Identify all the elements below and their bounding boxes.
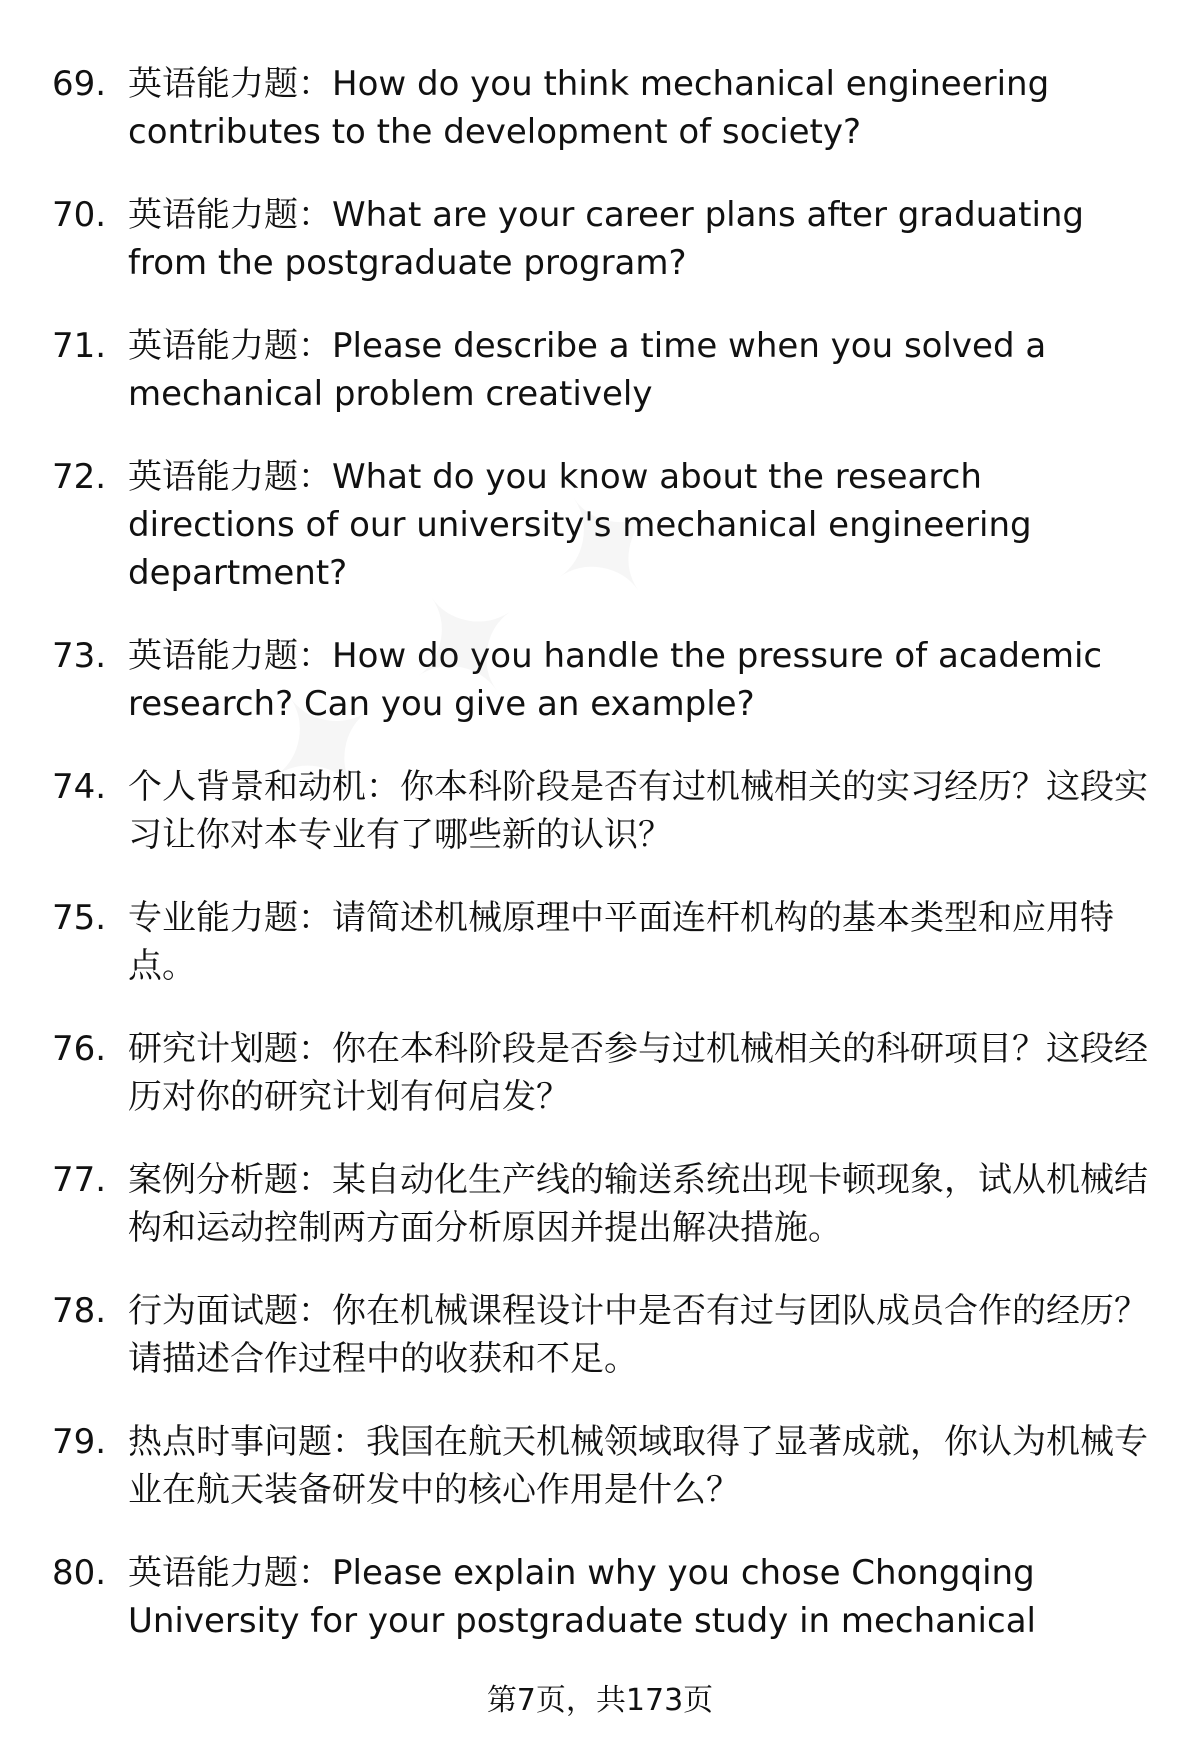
question-text: 英语能力题：What are your career plans after graduating from the postgraduate program? — [128, 195, 1085, 283]
question-list — [52, 60, 1152, 1680]
question-text: 案例分析题：某自动化生产线的输送系统出现卡顿现象，试从机械结构和运动控制两方面分析原因并提出解决措施。 — [128, 1160, 1148, 1248]
question-item — [52, 1025, 1152, 1121]
question-text: 英语能力题：Please explain why you chose Chongqing University for your postgraduate study in mechanical — [128, 1553, 1036, 1641]
question-text: 个人背景和动机：你本科阶段是否有过机械相关的实习经历？这段实习让你对本专业有了哪些新的认识？ — [128, 767, 1148, 855]
question-item — [52, 1156, 1152, 1252]
question-text: 专业能力题：请简述机械原理中平面连杆机构的基本类型和应用特点。 — [128, 898, 1114, 986]
question-text: 英语能力题：Please describe a time when you solved a mechanical problem creatively — [128, 326, 1047, 414]
question-number: 77. — [52, 1160, 107, 1200]
question-text: 行为面试题：你在机械课程设计中是否有过与团队成员合作的经历？请描述合作过程中的收获和不足。 — [128, 1291, 1148, 1379]
question-number: 71. — [52, 326, 107, 366]
page-footer: 第7页，共173页 — [486, 1683, 714, 1718]
question-item — [52, 894, 1152, 990]
question-number: 80. — [52, 1553, 107, 1593]
question-text: 英语能力题：What do you know about the research directions of our university's mechanical engineering department? — [128, 457, 1032, 593]
question-number: 75. — [52, 898, 107, 938]
question-item — [52, 453, 1152, 597]
question-number: 73. — [52, 636, 107, 676]
question-number: 78. — [52, 1291, 107, 1331]
question-item — [52, 60, 1152, 156]
question-text: 研究计划题：你在本科阶段是否参与过机械相关的科研项目？这段经历对你的研究计划有何启发？ — [128, 1029, 1148, 1117]
question-item — [52, 191, 1152, 287]
question-item — [52, 322, 1152, 418]
question-item — [52, 1418, 1152, 1514]
question-number: 70. — [52, 195, 107, 235]
question-text: 英语能力题：How do you think mechanical engineering contributes to the development of society? — [128, 64, 1050, 152]
question-item — [52, 763, 1152, 859]
question-item — [52, 1549, 1152, 1645]
question-item — [52, 632, 1152, 728]
question-text: 英语能力题：How do you handle the pressure of academic research? Can you give an example? — [128, 636, 1103, 724]
question-number: 76. — [52, 1029, 107, 1069]
question-number: 69. — [52, 64, 107, 104]
question-text: 热点时事问题：我国在航天机械领域取得了显著成就，你认为机械专业在航天装备研发中的核心作用是什么？ — [128, 1422, 1148, 1510]
question-number: 72. — [52, 457, 107, 497]
question-number: 74. — [52, 767, 107, 807]
question-number: 79. — [52, 1422, 107, 1462]
question-item — [52, 1287, 1152, 1383]
